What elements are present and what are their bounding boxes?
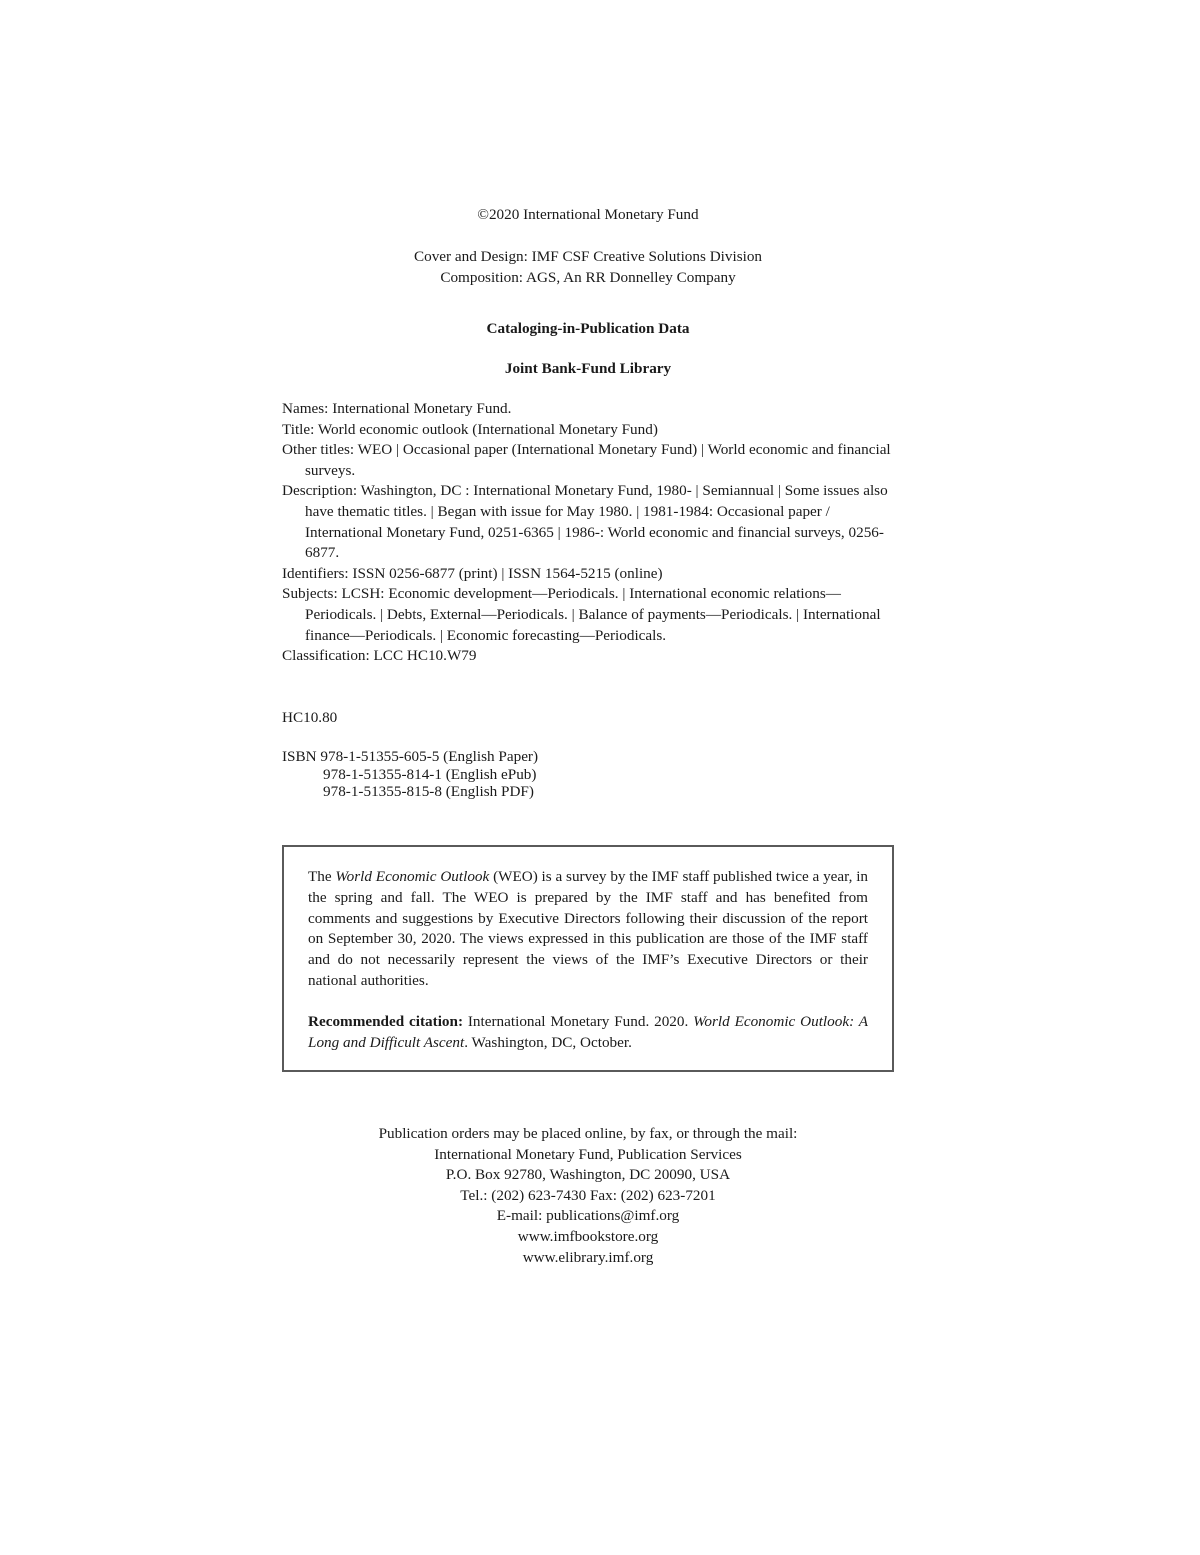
orders-publisher: International Monetary Fund, Publication Services [434, 1145, 742, 1163]
credits-block [0, 246, 1176, 288]
composition-credit: Composition: AGS, An RR Donnelley Company [440, 269, 736, 286]
ordering-info [0, 1124, 1176, 1268]
isbn-list [282, 748, 538, 801]
isbn-epub: 978-1-51355-814-1 (English ePub) [323, 765, 537, 783]
cip-heading: Cataloging-in-Publication Data [486, 320, 690, 337]
isbn-pdf: 978-1-51355-815-8 (English PDF) [323, 783, 534, 800]
call-number: HC10.80 [282, 709, 338, 726]
weo-notice-box [282, 845, 894, 1072]
catalog-entry-names: Names: International Monetary Fund. [282, 400, 512, 417]
text-span: The [308, 868, 336, 885]
cover-design-credit: Cover and Design: IMF CSF Creative Solutions Division [413, 248, 763, 265]
text-span: . Washington, DC, October. [464, 1033, 632, 1051]
catalog-entry-description: Description: Washington, DC : International Monetary Fund, 1980- | Semiannual | Some issues also have thematic titles. | Began with issue for May 1980. | 1981-1984: Occasional paper / International Monetary Fund, 0251-6365 | 1986-: World economic and financial surveys, 0256-6877. [282, 482, 888, 562]
weo-description [308, 867, 868, 992]
citation-title: World Economic Outlook: A Long and Difficult Ascent [308, 1012, 868, 1051]
orders-elibrary-link[interactable]: www.elibrary.imf.org [522, 1248, 654, 1266]
cip-library-heading: Joint Bank-Fund Library [504, 360, 672, 377]
publication-title: World Economic Outlook [335, 868, 490, 885]
orders-address: P.O. Box 92780, Washington, DC 20090, USA [445, 1166, 731, 1184]
catalog-entry-identifiers: Identifiers: ISSN 0256-6877 (print) | ISSN 1564-5215 (online) [282, 564, 663, 582]
recommended-citation [308, 1012, 868, 1054]
text-span: International Monetary Fund. 2020. [463, 1012, 694, 1030]
citation-label: Recommended citation: [308, 1012, 464, 1030]
orders-phone-fax: Tel.: (202) 623-7430 Fax: (202) 623-7201 [460, 1186, 716, 1204]
orders-intro: Publication orders may be placed online, by fax, or through the mail: [378, 1125, 798, 1142]
orders-email[interactable]: E-mail: publications@imf.org [496, 1207, 680, 1225]
catalog-entry-other-titles: Other titles: WEO | Occasional paper (International Monetary Fund) | World economic and financial surveys. [282, 441, 891, 479]
text-span: (WEO) is a survey by the IMF staff published twice a year, in the spring and fall. The WEO is prepared by the IMF staff and has benefited from comments and suggestions by Executive Directors following their discussion of the report on September 30, 2020. The views expressed in this publication are those of the IMF staff and do not necessarily represent the views of the IMF’s Executive Directors or their national authorities. [308, 868, 869, 989]
copyright-line: ©2020 International Monetary Fund [477, 206, 699, 223]
catalog-entries [282, 399, 902, 667]
catalog-entry-title: Title: World economic outlook (International Monetary Fund) [282, 420, 658, 438]
isbn-paper: ISBN 978-1-51355-605-5 (English Paper) [282, 748, 539, 765]
catalog-entry-subjects: Subjects: LCSH: Economic development—Periodicals. | International economic relations—Periodicals. | Debts, External—Periodicals. | Balance of payments—Periodicals. | International finance—Periodicals. | Economic forecasting—Periodicals. [282, 585, 881, 644]
orders-bookstore-link[interactable]: www.imfbookstore.org [517, 1227, 659, 1245]
catalog-entry-classification: Classification: LCC HC10.W79 [282, 647, 477, 665]
